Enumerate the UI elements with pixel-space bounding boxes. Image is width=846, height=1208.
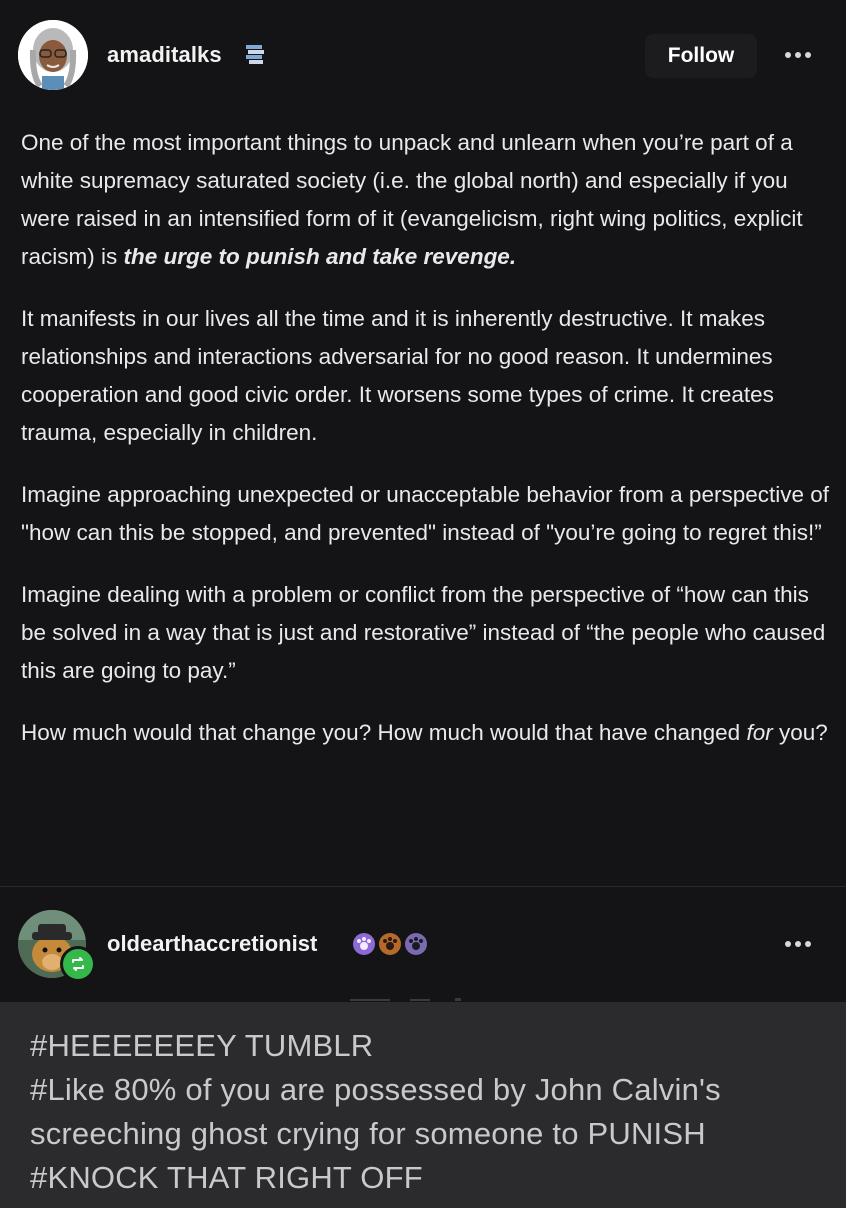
more-options-icon[interactable] [778, 38, 818, 72]
reblog-more-options-icon[interactable] [778, 927, 818, 961]
paragraph-5-before: How much would that change you? How much would that have changed [21, 720, 747, 745]
avatar[interactable] [18, 20, 88, 90]
tags-panel [0, 1002, 846, 1208]
paw-badge-icon [352, 932, 376, 956]
paragraph-5-italic: for [746, 720, 773, 745]
post-body [21, 124, 829, 776]
memoji-avatar-icon [18, 20, 88, 90]
paw-badge-dark-icon [404, 932, 428, 956]
follow-button[interactable]: Follow [645, 34, 757, 78]
divider [0, 886, 846, 887]
paragraph-5-after: you? [772, 720, 828, 745]
tag[interactable]: #KNOCK THAT RIGHT OFF [30, 1160, 423, 1195]
book-stack-badge-icon [243, 42, 267, 66]
paragraph-1-emphasis: the urge to punish and take revenge. [123, 244, 517, 269]
paragraph-1 [21, 124, 829, 276]
paragraph-2: It manifests in our lives all the time and it is inherently destructive. It makes relationships and interactions adversarial for no good reason. It undermines cooperation and good civic order. It worsens some types of crime. It creates trauma, especially in children. [21, 306, 774, 445]
post-username[interactable]: amaditalks [107, 42, 222, 67]
reblog-badge [60, 946, 96, 982]
tag[interactable]: #HEEEEEEEY TUMBLR [30, 1028, 374, 1063]
paragraph-1-text: One of the most important things to unpack and unlearn when you’re part of a white supremacy saturated society (i.e. the global north) and especially if you were raised in an intensified form of it (evangelicism, right wing politics, explicit racism) is [21, 130, 803, 269]
paragraph-5 [21, 714, 829, 752]
reblog-icon [69, 955, 87, 973]
paw-badge-orange-icon [378, 932, 402, 956]
reblog-username[interactable]: oldearthaccretionist [107, 931, 318, 956]
paragraph-3: Imagine approaching unexpected or unacceptable behavior from a perspective of "how can this be stopped, and prevented" instead of "you’re going to regret this!” [21, 482, 830, 545]
reblog-badges [352, 932, 428, 956]
paragraph-4: Imagine dealing with a problem or conflict from the perspective of “how can this be solved in a way that is just and restorative” instead of “the people who caused this are going to pay.” [21, 582, 826, 683]
tag[interactable]: #Like 80% of you are possessed by John Calvin's screeching ghost crying for someone to PUNISH [30, 1072, 721, 1151]
